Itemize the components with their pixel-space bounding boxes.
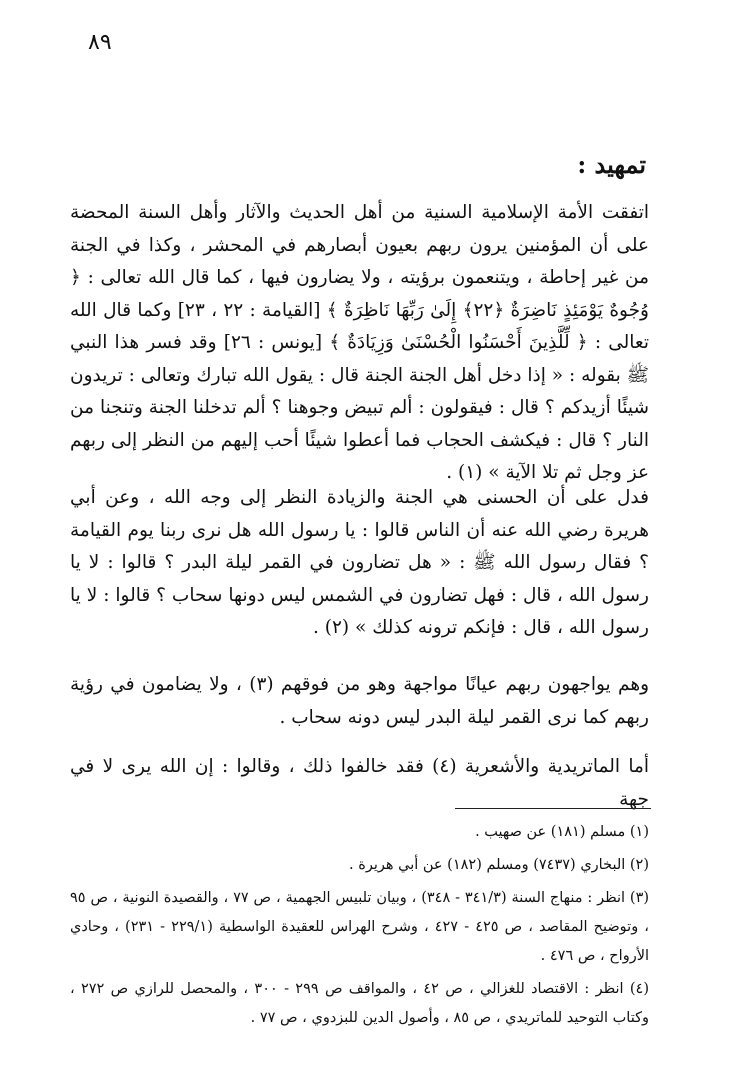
footnote-4: (٤) انظر : الاقتصاد للغزالي ، ص ٤٢ ، والمواقف ص ٢٩٩ - ٣٠٠ ، والمحصل للرازي ص ٢٧٢ ، وكتاب التوحيد للماتريدي ، ص ٨٥ ، وأصول الدين للبزدوي ، ص ٧٧ . (70, 981, 649, 1026)
page-number: ٨٩ (88, 30, 112, 55)
paragraph-text: اتفقت الأمة الإسلامية السنية من أهل الحديث والآثار وأهل السنة المحضة على أن المؤمنين يرون ربهم بعيون أبصارهم في المحشر ، وكذا في الجنة من غير إحاطة ، ويتنعمون برؤيته ، ولا يضارون فيها ، كما قال الله تعالى : ﴿ وُجُوهٌ يَوْمَئِذٍ نَاضِرَةٌ ﴿٢٢﴾ إِلَىٰ رَبِّهَا نَاظِرَةٌ ﴾ [القيامة : ٢٢ ، ٢٣] وكما قال الله تعالى : ﴿ لِّلَّذِينَ أَحْسَنُوا الْحُسْنَىٰ وَزِيَادَةٌ ﴾ [يونس : ٢٦] وقد فسر هذا النبي ﷺ بقوله : « إذا دخل أهل الجنة الجنة قال : يقول الله تبارك وتعالى : تريدون شيئًا أزيدكم ؟ قال : فيقولون : ألم تبيض وجوهنا ؟ ألم تدخلنا الجنة وتنجنا من النار ؟ قال : فيكشف الحجاب فما أعطوا شيئًا أحب إليهم من النظر إلى ربهم عز وجل ثم تلا الآية » (١) . (70, 202, 649, 483)
paragraph-1 (70, 197, 649, 490)
paragraph-text: فدل على أن الحسنى هي الجنة والزيادة النظر إلى وجه الله ، وعن أبي هريرة رضي الله عنه أن الناس قالوا : يا رسول الله هل نرى ربنا يوم القيامة ؟ فقال رسول الله ﷺ : « هل تضارون في القمر ليلة البدر ؟ قالوا : لا يا رسول الله ، قال : فهل تضارون في الشمس ليس دونها سحاب ؟ قالوا : لا يا رسول الله ، قال : فإنكم ترونه كذلك » (٢) . (70, 487, 649, 638)
footnote-divider (455, 808, 651, 809)
section-heading: تمهيد : (577, 150, 646, 179)
paragraph-text: أما الماتريدية والأشعرية (٤) فقد خالفوا ذلك ، وقالوا : إن الله يرى لا في جهة (70, 756, 650, 810)
paragraph-3 (70, 669, 649, 734)
footnote-2: (٢) البخاري (٧٤٣٧) ومسلم (١٨٢) عن أبي هريرة . (349, 857, 649, 873)
paragraph-2 (70, 482, 649, 645)
paragraph-4 (70, 751, 649, 816)
footnote-3: (٣) انظر : منهاج السنة (٣٤١/٣ - ٣٤٨) ، وبيان تلبيس الجهمية ، ص ٧٧ ، والقصيدة النونية ، ص ٩٥ ، وتوضيح المقاصد ، ص ٤٢٥ - ٤٢٧ ، وشرح الهراس للعقيدة الواسطية (٢٢٩/١ - ٢٣١) ، وحادي الأرواح ، ص ٤٧٦ . (70, 890, 650, 964)
footnote-1: (١) مسلم (١٨١) عن صهيب . (475, 824, 649, 840)
footnotes (70, 818, 649, 1037)
paragraph-text: وهم يواجهون ربهم عيانًا مواجهة وهو من فوقهم (٣) ، ولا يضامون في رؤية ربهم كما نرى القمر ليلة البدر ليس دونه سحاب . (70, 674, 650, 728)
